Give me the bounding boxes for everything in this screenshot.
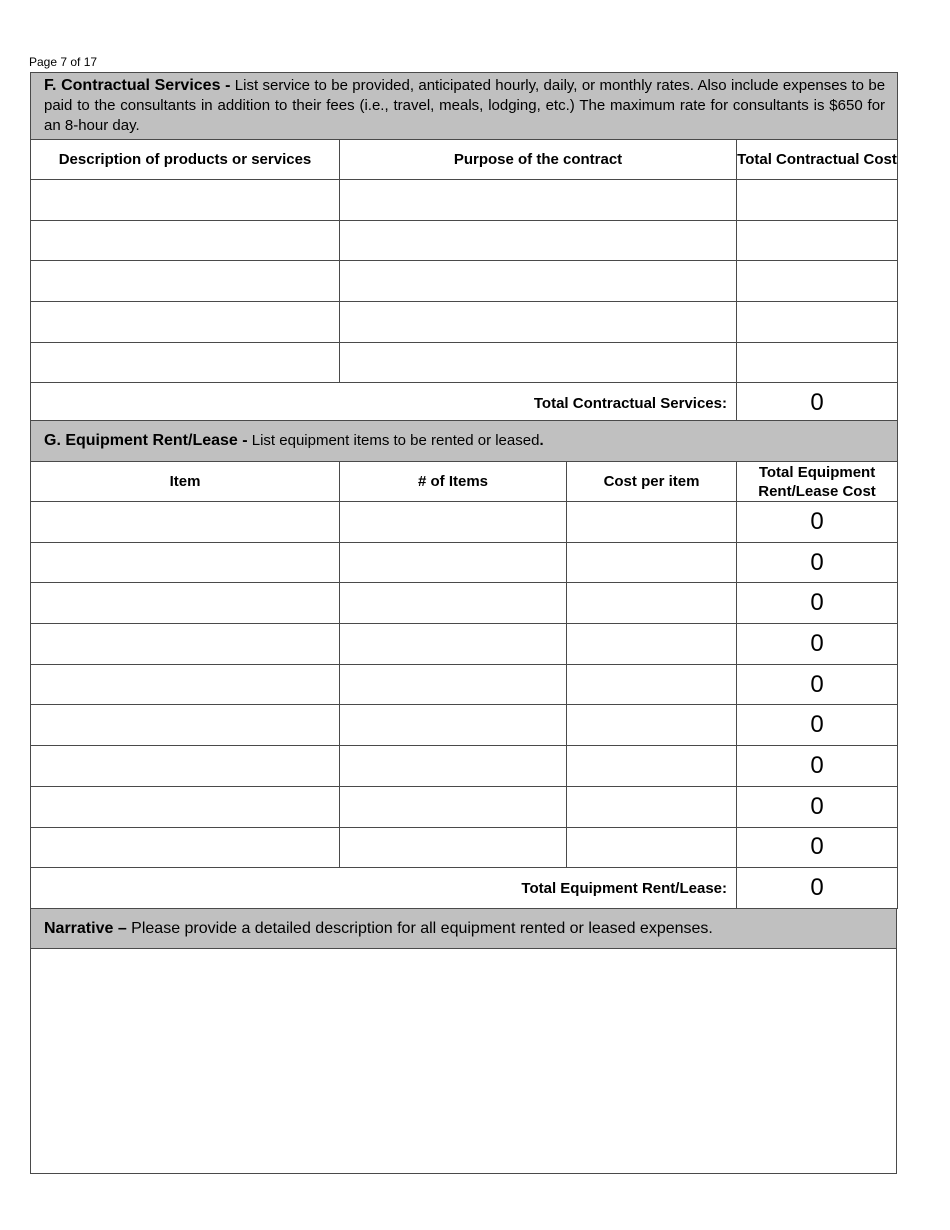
section-g-title: G. Equipment Rent/Lease -	[44, 432, 248, 449]
cost-per-item-input[interactable]	[567, 513, 736, 530]
row-total-value: 0	[737, 502, 898, 543]
table-cell	[31, 302, 340, 343]
section-g-instructions-end: .	[539, 432, 544, 449]
row-total-value: 0	[737, 583, 898, 624]
contractual-cost-input[interactable]	[737, 313, 897, 330]
table-cell	[567, 786, 737, 827]
table-cell	[340, 827, 567, 868]
column-header-purpose: Purpose of the contract	[340, 140, 737, 180]
contractual-cost-input[interactable]	[737, 191, 897, 208]
row-total-value: 0	[737, 786, 898, 827]
row-total-value: 0	[737, 664, 898, 705]
contractual-row	[31, 302, 898, 343]
equipment-rent-lease-table	[30, 420, 898, 909]
num-items-input[interactable]	[340, 757, 566, 774]
column-header-num-items: # of Items	[340, 462, 567, 502]
table-cell	[340, 583, 567, 624]
contractual-rows	[31, 180, 898, 383]
purpose-input[interactable]	[340, 354, 736, 371]
narrative-header	[31, 909, 897, 949]
table-cell	[567, 624, 737, 665]
table-cell	[567, 542, 737, 583]
table-cell	[31, 583, 340, 624]
table-cell	[340, 220, 737, 261]
equipment-row	[31, 624, 898, 665]
item-input[interactable]	[31, 594, 339, 611]
description-input[interactable]	[31, 313, 339, 330]
contractual-row	[31, 180, 898, 221]
cost-per-item-input[interactable]	[567, 757, 736, 774]
row-total-value: 0	[737, 705, 898, 746]
purpose-input[interactable]	[340, 191, 736, 208]
table-cell	[340, 786, 567, 827]
row-total-value: 0	[737, 542, 898, 583]
table-cell	[737, 180, 898, 221]
table-cell	[31, 705, 340, 746]
equipment-row	[31, 786, 898, 827]
num-items-input[interactable]	[340, 635, 566, 652]
contractual-cost-input[interactable]	[737, 272, 897, 289]
cost-per-item-input[interactable]	[567, 798, 736, 815]
contractual-row	[31, 342, 898, 383]
section-g-header	[31, 421, 898, 462]
table-cell	[31, 664, 340, 705]
equipment-row	[31, 705, 898, 746]
item-input[interactable]	[31, 798, 339, 815]
table-cell	[567, 827, 737, 868]
cost-per-item-input[interactable]	[567, 716, 736, 733]
table-cell	[31, 180, 340, 221]
cost-per-item-input[interactable]	[567, 676, 736, 693]
table-cell	[340, 542, 567, 583]
narrative-textarea[interactable]	[31, 949, 896, 1173]
cost-per-item-input[interactable]	[567, 838, 736, 855]
table-cell	[340, 180, 737, 221]
contractual-row	[31, 220, 898, 261]
num-items-input[interactable]	[340, 798, 566, 815]
table-cell	[567, 502, 737, 543]
table-cell	[340, 624, 567, 665]
total-contractual-value: 0	[737, 383, 898, 424]
description-input[interactable]	[31, 191, 339, 208]
table-cell	[340, 302, 737, 343]
table-cell	[737, 261, 898, 302]
equipment-row	[31, 746, 898, 787]
num-items-input[interactable]	[340, 676, 566, 693]
column-header-total-equipment-cost: Total Equipment Rent/Lease Cost	[737, 462, 898, 502]
num-items-input[interactable]	[340, 594, 566, 611]
cost-per-item-input[interactable]	[567, 635, 736, 652]
total-equipment-value: 0	[737, 868, 898, 909]
section-f-title: F. Contractual Services -	[44, 77, 231, 94]
description-input[interactable]	[31, 272, 339, 289]
table-cell	[31, 786, 340, 827]
cost-per-item-input[interactable]	[567, 554, 736, 571]
table-cell	[340, 261, 737, 302]
row-total-value: 0	[737, 624, 898, 665]
purpose-input[interactable]	[340, 272, 736, 289]
total-equipment-label: Total Equipment Rent/Lease:	[31, 868, 737, 909]
table-cell	[567, 746, 737, 787]
num-items-input[interactable]	[340, 838, 566, 855]
equipment-row	[31, 583, 898, 624]
narrative-instructions: Please provide a detailed description for all equipment rented or leased expenses.	[126, 919, 713, 937]
item-input[interactable]	[31, 838, 339, 855]
column-header-item: Item	[31, 462, 340, 502]
table-cell	[340, 342, 737, 383]
item-input[interactable]	[31, 513, 339, 530]
item-input[interactable]	[31, 676, 339, 693]
table-cell	[340, 746, 567, 787]
num-items-input[interactable]	[340, 513, 566, 530]
table-cell	[31, 261, 340, 302]
description-input[interactable]	[31, 354, 339, 371]
purpose-input[interactable]	[340, 313, 736, 330]
purpose-input[interactable]	[340, 232, 736, 249]
description-input[interactable]	[31, 232, 339, 249]
table-cell	[737, 302, 898, 343]
table-cell	[31, 342, 340, 383]
equipment-row	[31, 827, 898, 868]
equipment-row	[31, 502, 898, 543]
section-g-instructions: List equipment items to be rented or leased	[247, 432, 540, 449]
column-header-description: Description of products or services	[31, 140, 340, 180]
equipment-rows	[31, 502, 898, 868]
section-f-header	[31, 73, 898, 140]
column-header-total-contractual-cost: Total Contractual Cost	[737, 140, 898, 180]
table-cell	[31, 502, 340, 543]
contractual-cost-input[interactable]	[737, 232, 897, 249]
equipment-row	[31, 664, 898, 705]
table-cell	[340, 705, 567, 746]
column-header-cost-per-item: Cost per item	[567, 462, 737, 502]
table-cell	[31, 746, 340, 787]
table-cell	[340, 502, 567, 543]
narrative-title: Narrative –	[44, 919, 127, 937]
table-cell	[31, 542, 340, 583]
table-cell	[340, 664, 567, 705]
row-total-value: 0	[737, 746, 898, 787]
narrative-body	[31, 949, 897, 1174]
equipment-row	[31, 542, 898, 583]
num-items-input[interactable]	[340, 554, 566, 571]
total-contractual-label: Total Contractual Services:	[31, 383, 737, 424]
table-cell	[737, 342, 898, 383]
item-input[interactable]	[31, 716, 339, 733]
contractual-row	[31, 261, 898, 302]
table-cell	[31, 220, 340, 261]
cost-per-item-input[interactable]	[567, 594, 736, 611]
table-cell	[737, 220, 898, 261]
contractual-cost-input[interactable]	[737, 354, 897, 371]
item-input[interactable]	[31, 757, 339, 774]
item-input[interactable]	[31, 554, 339, 571]
section-f-instructions: List service to be provided, anticipated hourly, daily, or monthly rates. Also include expenses to be paid to the consultants in addition to their fees (i.e., travel, meals, lodging, etc.) The maximum rate for consultants is $650 for an 8-hour day.	[44, 77, 886, 134]
contractual-services-table	[30, 72, 898, 424]
table-cell	[31, 827, 340, 868]
page-number: Page 7 of 17	[29, 55, 98, 69]
table-cell	[567, 583, 737, 624]
narrative-table	[30, 908, 897, 1174]
row-total-value: 0	[737, 827, 898, 868]
table-cell	[567, 705, 737, 746]
table-cell	[31, 624, 340, 665]
table-cell	[567, 664, 737, 705]
num-items-input[interactable]	[340, 716, 566, 733]
item-input[interactable]	[31, 635, 339, 652]
